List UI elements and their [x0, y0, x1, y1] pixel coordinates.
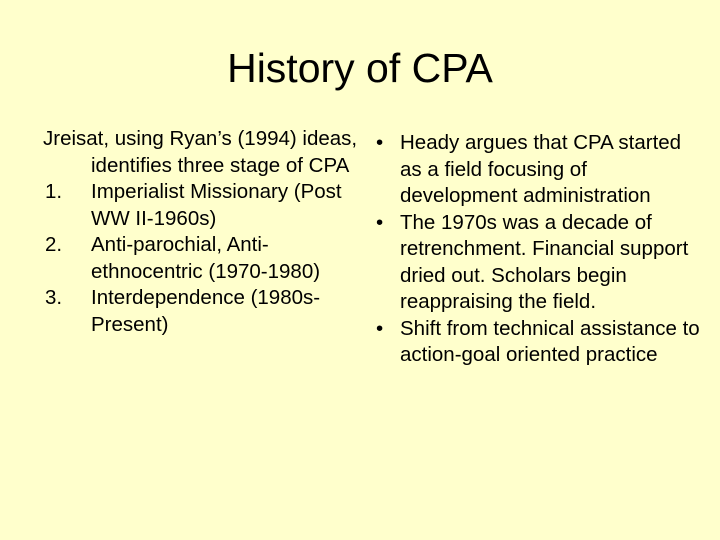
list-item-number: 1. — [45, 180, 63, 203]
bullet-icon: • — [376, 131, 384, 154]
list-item-text: Anti-parochial, Anti-ethnocentric (1970-1980) — [91, 233, 321, 283]
bullet-icon: • — [376, 316, 384, 340]
bullet-list — [368, 130, 708, 369]
list-item — [43, 179, 363, 232]
left-intro-text: Jreisat, using Ryan’s (1994) ideas, identifies three stage of CPA — [43, 127, 358, 177]
numbered-list — [43, 179, 363, 338]
list-item-text: Interdependence (1980s-Present) — [91, 286, 321, 336]
bullet-icon: • — [376, 210, 384, 234]
list-item — [43, 285, 363, 338]
bullet-item-text: Heady argues that CPA started as a field focusing of development administration — [400, 131, 682, 207]
bullet-item — [368, 316, 708, 369]
bullet-item-text: The 1970s was a decade of retrenchment. Financial support dried out. Scholars begin reappraising the field. — [400, 210, 689, 313]
left-column — [43, 126, 363, 338]
list-item-text: Imperialist Missionary (Post WW II-1960s) — [91, 180, 342, 230]
right-column — [368, 130, 708, 369]
bullet-item — [368, 130, 708, 210]
list-item-number: 3. — [45, 286, 63, 309]
bullet-item-text: Shift from technical assistance to action-goal oriented practice — [400, 316, 700, 366]
list-item — [43, 232, 363, 285]
bullet-item — [368, 210, 708, 316]
slide-title: History of CPA — [227, 45, 493, 91]
list-item-number: 2. — [45, 233, 63, 256]
